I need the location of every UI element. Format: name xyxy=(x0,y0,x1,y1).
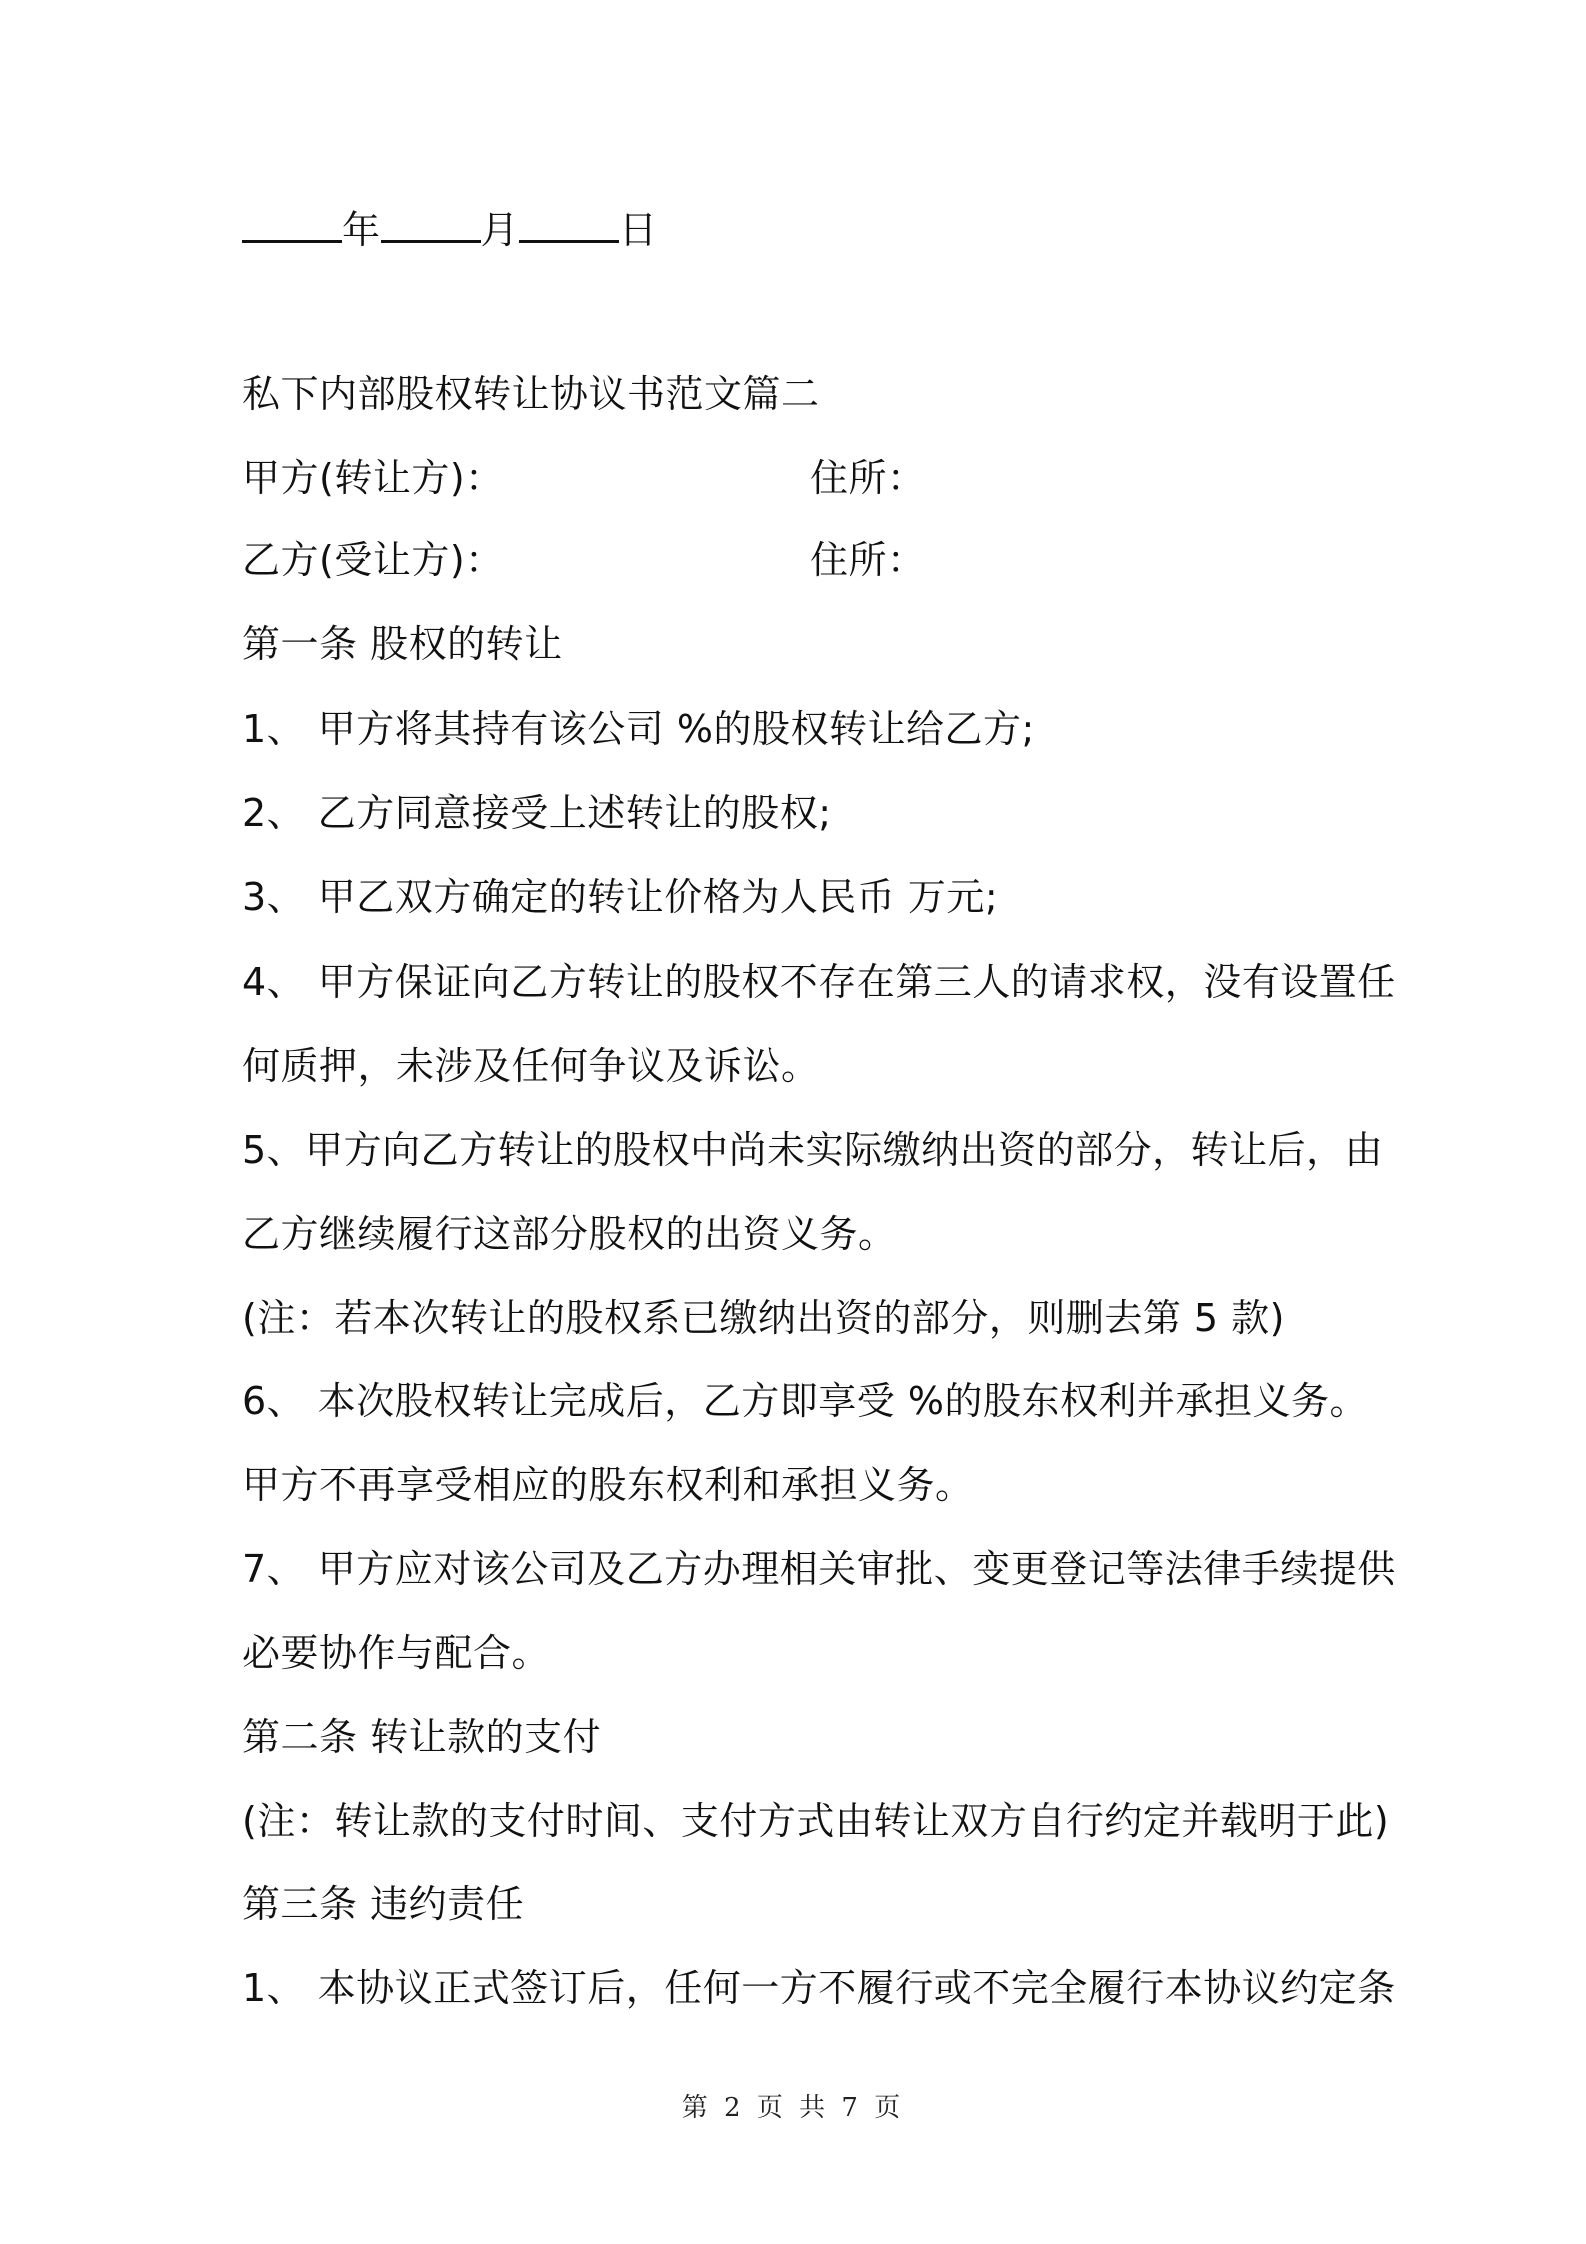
page-indicator: 第 2 页 共 7 页 xyxy=(681,2093,905,2123)
body-line: 何质押，未涉及任何争议及诉讼。 xyxy=(242,1044,820,1088)
body-line: 4、 甲方保证向乙方转让的股权不存在第三人的请求权，没有设置任 xyxy=(242,960,1396,1004)
note-line: (注：若本次转让的股权系已缴纳出资的部分，则删去第 5 款) xyxy=(242,1296,1285,1340)
document-title: 私下内部股权转让协议书范文篇二 xyxy=(242,372,820,416)
article2-note: (注：转让款的支付时间、支付方式由转让双方自行约定并载明于此) xyxy=(242,1799,1390,1843)
body-line: 7、 甲方应对该公司及乙方办理相关审批、变更登记等法律手续提供 xyxy=(242,1547,1396,1591)
year-blank xyxy=(242,206,342,243)
date-line xyxy=(242,206,658,254)
article2-heading: 第二条 转让款的支付 xyxy=(242,1715,602,1759)
body-line: 5、甲方向乙方转让的股权中尚未实际缴纳出资的部分，转让后，由 xyxy=(242,1128,1384,1172)
party-b-address-label: 住所： xyxy=(810,538,926,582)
party-a-row xyxy=(242,454,926,502)
party-a-address-label: 住所： xyxy=(810,456,926,500)
body-line: 1、 甲方将其持有该公司 %的股权转让给乙方; xyxy=(242,707,1035,751)
article3-heading: 第三条 违约责任 xyxy=(242,1882,525,1926)
body-line: 必要协作与配合。 xyxy=(242,1631,551,1675)
body-line: 3、 甲乙双方确定的转让价格为人民币 万元; xyxy=(242,875,999,919)
day-label: 日 xyxy=(619,208,658,252)
body-line: 乙方继续履行这部分股权的出资义务。 xyxy=(242,1212,897,1256)
body-line: 2、 乙方同意接受上述转让的股权; xyxy=(242,791,832,835)
day-blank xyxy=(519,206,619,243)
party-a-label: 甲方(转让方)： xyxy=(242,456,504,500)
article3-line: 1、 本协议正式签订后，任何一方不履行或不完全履行本协议约定条 xyxy=(242,1966,1396,2010)
body-line: 甲方不再享受相应的股东权利和承担义务。 xyxy=(242,1463,974,1507)
article1-heading: 第一条 股权的转让 xyxy=(242,622,563,666)
month-blank xyxy=(381,206,481,243)
year-label: 年 xyxy=(342,208,381,252)
month-label: 月 xyxy=(480,208,520,252)
party-b-row xyxy=(242,536,926,584)
body-line: 6、 本次股权转让完成后，乙方即享受 %的股东权利并承担义务。 xyxy=(242,1379,1368,1423)
party-b-label: 乙方(受让方)： xyxy=(242,538,504,582)
